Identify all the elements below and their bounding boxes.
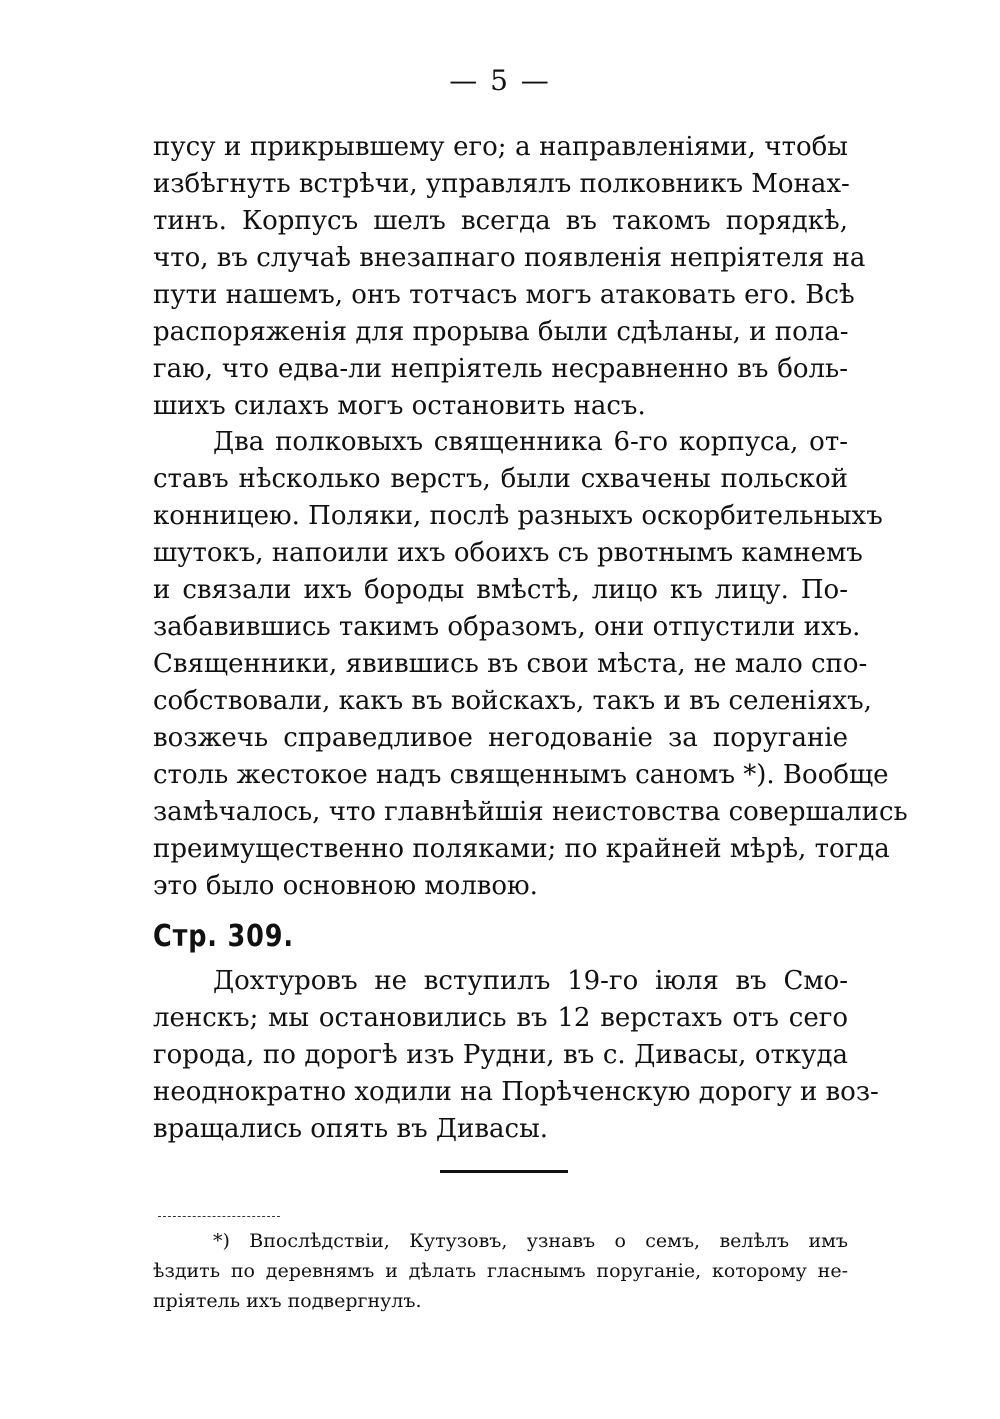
text-line: шутокъ, напоили ихъ обоихъ съ рвотнымъ камнемъ [153,538,863,568]
text-line: вращались опять въ Дивасы. [153,1114,549,1144]
text-line: Священники, явившись въ свои мѣста, не мало спо- [153,649,868,679]
text-line: Два полковыхъ священника 6-го корпуса, от- [213,427,848,457]
text-line: шихъ силахъ могъ остановить насъ. [153,391,646,421]
text-line: неоднократно ходили на Порѣченскую дорогу и воз- [153,1077,879,1107]
section-end-rule [440,1170,568,1173]
page-number: — 5 — [449,64,551,97]
text-line: тинъ. Корпусъ шелъ всегда въ такомъ порядкѣ, [153,206,848,236]
text-line: пусу и прикрывшему его; а направленіями, чтобы [153,132,848,162]
footnote [153,1226,848,1316]
footnote-line: *) Впослѣдствіи, Кутузовъ, узнавъ о семъ, велѣлъ имъ [213,1230,848,1252]
text-line: и связали ихъ бороды вмѣстѣ, лицо къ лицу. По- [153,575,848,605]
paragraph-1 [153,129,866,425]
text-line: избѣгнуть встрѣчи, управлялъ полковникъ Монах- [153,169,850,199]
text-line: конницею. Поляки, послѣ разныхъ оскорбительныхъ [153,501,883,531]
text-line: гаю, что едва-ли непріятель несравненно въ боль- [153,354,848,384]
text-line: это было основною молвою. [153,871,538,901]
text-line: пути нашемъ, онъ тотчасъ могъ атаковать его. Всѣ [153,280,855,310]
text-line: замѣчалось, что главнѣйшія неистовства совершались [153,797,908,827]
footnote-separator [158,1216,280,1217]
text-line: преимущественно поляками; по крайней мѣрѣ, тогда [153,834,890,864]
text-line: распоряженія для прорыва были сдѣланы, и пола- [153,317,849,347]
paragraph-3 [153,963,879,1148]
text-line: что, въ случаѣ внезапнаго появленія непріятеля на [153,243,866,273]
text-line: Дохтуровъ не вступилъ 19-го іюля въ Смо- [213,966,848,996]
text-line: столь жестокое надъ священнымъ саномъ *). Вообще [153,760,889,790]
text-line: собствовали, какъ въ войскахъ, такъ и въ селеніяхъ, [153,686,872,716]
text-line: ленскъ; мы остановились въ 12 верстахъ отъ сего [153,1003,848,1033]
footnote-line: пріятель ихъ подвергнулъ. [153,1290,422,1312]
text-line: забавившись такимъ образомъ, они отпустили ихъ. [153,612,861,642]
footnote-line: ѣздить по деревнямъ и дѣлать гласнымъ поруганіе, которому не- [153,1260,848,1282]
text-line: возжечь справедливое негодованіе за поруганіе [153,723,848,753]
text-line: ставъ нѣсколько верстъ, были схвачены польской [153,464,848,494]
paragraph-2 [153,424,908,905]
section-heading: Стр. 309. [153,919,294,954]
text-line: города, по дорогѣ изъ Рудни, въ с. Дивасы, откуда [153,1040,848,1070]
